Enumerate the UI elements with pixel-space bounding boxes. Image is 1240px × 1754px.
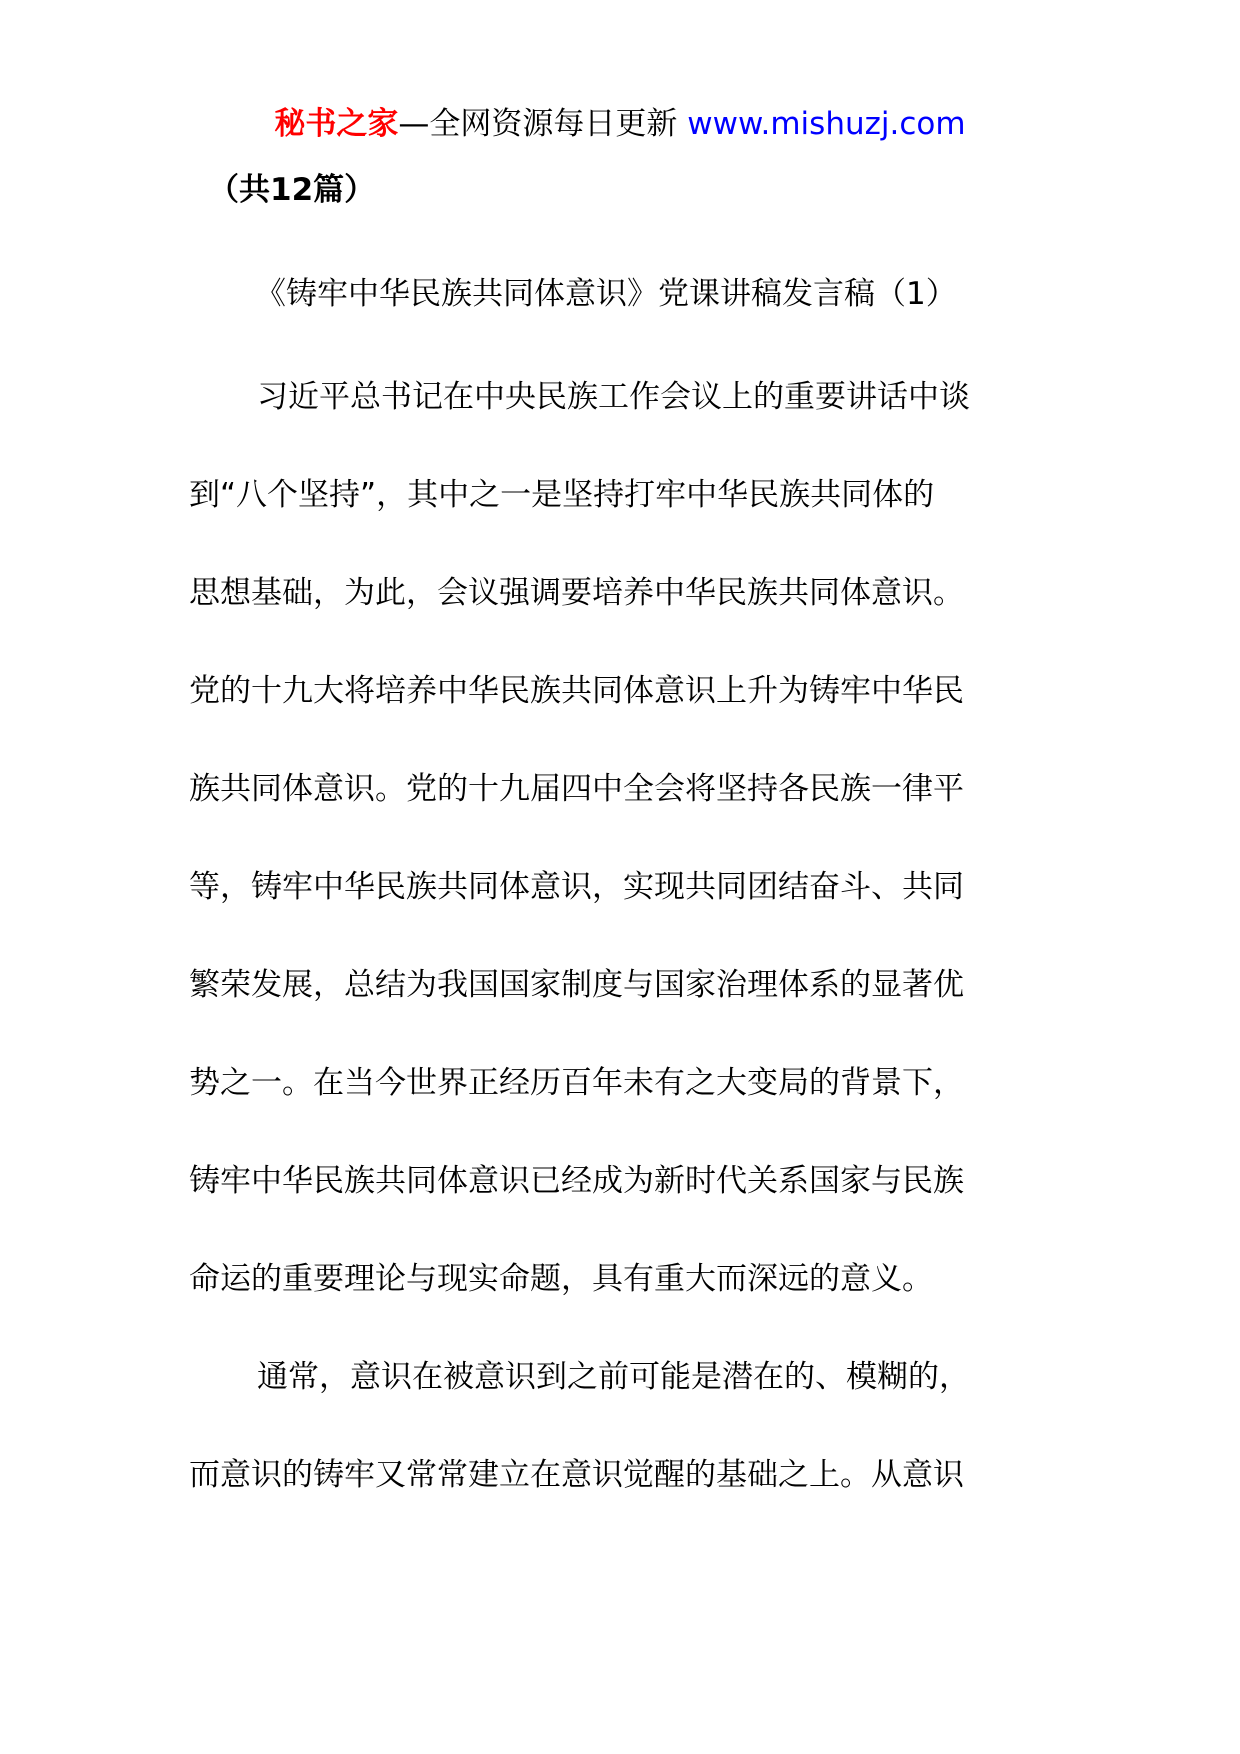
paragraph-line: 思想基础，为此，会议强调要培养中华民族共同体意识。 [189, 575, 964, 611]
paragraph-line: 习近平总书记在中央民族工作会议上的重要讲话中谈 [257, 379, 970, 415]
article-count: （共12篇） [208, 172, 376, 208]
document-title: 《铸牢中华民族共同体意识》党课讲稿发言稿（1） [255, 276, 957, 312]
paragraph-line: 命运的重要理论与现实命题，具有重大而深远的意义。 [189, 1261, 933, 1297]
site-url-link[interactable]: www.mishuzj.com [687, 106, 966, 142]
paragraph-line: 党的十九大将培养中华民族共同体意识上升为铸牢中华民 [189, 673, 964, 709]
paragraph-line: 而意识的铸牢又常常建立在意识觉醒的基础之上。从意识 [189, 1457, 964, 1493]
paragraph-line: 繁荣发展，总结为我国国家制度与国家治理体系的显著优 [189, 967, 964, 1003]
paragraph-line: 到“八个坚持”，其中之一是坚持打牢中华民族共同体的 [189, 477, 935, 513]
paragraph-line: 族共同体意识。党的十九届四中全会将坚持各民族一律平 [189, 771, 964, 807]
paragraph-line: 铸牢中华民族共同体意识已经成为新时代关系国家与民族 [189, 1163, 964, 1199]
paragraph-line: 势之一。在当今世界正经历百年未有之大变局的背景下， [189, 1065, 964, 1101]
paragraph-line: 通常，意识在被意识到之前可能是潜在的、模糊的， [257, 1359, 970, 1395]
paragraph-line: 等，铸牢中华民族共同体意识，实现共同团结奋斗、共同 [189, 869, 964, 905]
site-slogan: —全网资源每日更新 [398, 106, 678, 142]
site-brand: 秘书之家 [274, 106, 399, 142]
site-header [0, 102, 1240, 146]
document-body [189, 375, 1069, 1551]
